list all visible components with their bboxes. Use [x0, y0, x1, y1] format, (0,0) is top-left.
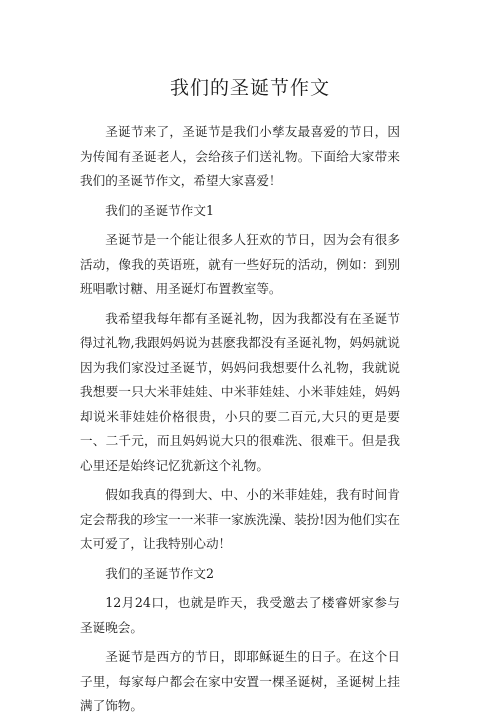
intro-paragraph: 圣诞节来了，圣诞节是我们小孳友最喜爱的节日，因为传闻有圣诞老人，会给孩子们送礼物。下面给大家带来我们的圣诞节作文，希望大家喜爱！	[80, 124, 400, 188]
body-paragraph: 圣诞节是一个能让很多人狂欢的节日，因为会有很多活动，像我的英语班，就有一些好玩的活动，例如：到别班唱歌讨糖、用圣诞灯布置教室等。	[80, 232, 400, 296]
section-heading-2: 我们的圣诞节作文2	[105, 565, 214, 581]
body-paragraph: 圣诞节是西方的节日，即耶稣诞生的日子。在这个日子里，每家每户都会在家中安置一棵圣诞树，圣诞树上挂满了饰物。	[80, 649, 400, 713]
body-paragraph: 我希望我每年都有圣诞礼物，因为我都没有在圣诞节得过礼物,我跟妈妈说为甚麽我都没有圣诞礼物，妈妈就说因为我们家没过圣诞节，妈妈问我想要什么礼物，我就说我想要一只大米菲娃娃、中米菲娃娃、小米菲娃娃，妈妈却说米菲娃娃价格很贵，小只的要二百元,大只的更是要一、二千元，而且妈妈说大只的很难洗、很难干。但是我心里还是始终记忆犹新这个礼物。	[80, 310, 400, 473]
document-title: 我们的圣诞节作文	[169, 77, 330, 99]
body-paragraph: 假如我真的得到大、中、小的米菲娃娃，我有时间肯定会帮我的珍宝一一米菲一家族洗澡、装扮!因为他们实在太可爱了，让我特别心动！	[80, 487, 400, 551]
body-paragraph: 12月24口，也就是昨天，我受邀去了楼睿妍家参与圣诞晚会。	[80, 595, 400, 635]
section-heading-1: 我们的圣诞节作文1	[105, 202, 214, 218]
document-body	[80, 120, 400, 724]
